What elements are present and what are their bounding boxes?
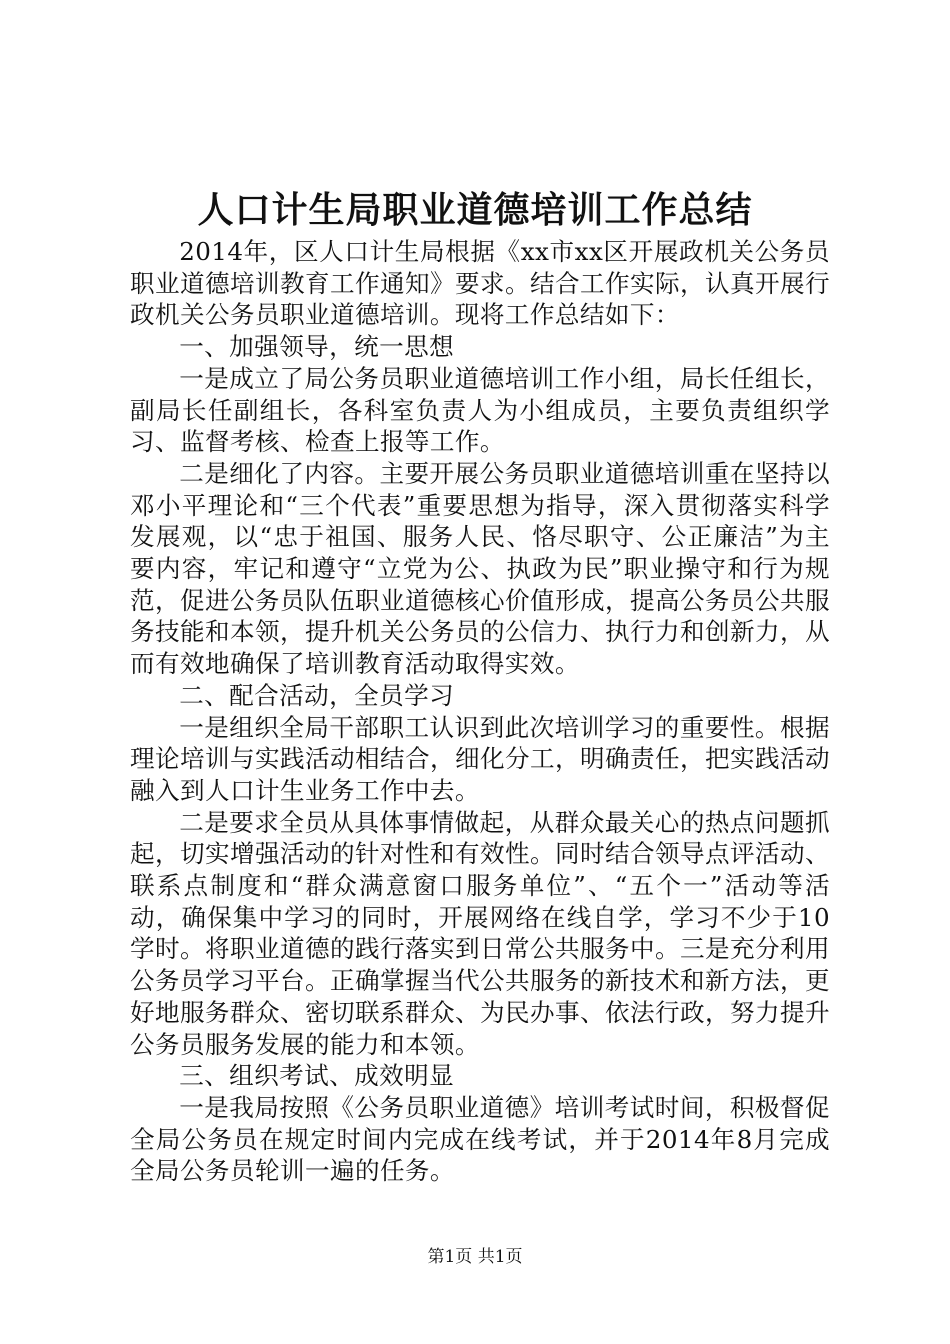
section-heading-3: 三、组织考试、成效明显 [179, 1061, 455, 1091]
section-heading-2: 二、配合活动，全员学习 [179, 680, 455, 710]
paragraph-intro: 2014年，区人口计生局根据《xx市xx区开展政机关公务员职业道德培训教育工作通知》要求。结合工作实际，认真开展行政机关公务员职业道德培训。现将工作总结如下： [130, 237, 830, 330]
paragraph-3-1: 一是我局按照《公务员职业道德》培训考试时间，积极督促全局公务员在规定时间内完成在线考试，并于2014年8月完成全局公务员轮训一遍的任务。 [130, 1092, 830, 1186]
paragraph-1-2: 二是细化了内容。主要开展公务员职业道德培训重在坚持以邓小平理论和“三个代表”重要思想为指导，深入贯彻落实科学发展观，以“忠于祖国、服务人民、恪尽职守、公正廉洁”为主要内容，牢记和遵守“立党为公、执政为民”职业操守和行为规范，促进公务员队伍职业道德核心价值形成，提高公务员公共服务技能和本领，提升机关公务员的公信力、执行力和创新力，从而有效地确保了培训教育活动取得实效。 [130, 458, 830, 679]
page-footer: 第1页 共1页 [427, 1247, 523, 1267]
section-heading-1: 一、加强领导，统一思想 [179, 332, 455, 362]
document-title: 人口计生局职业道德培训工作总结 [197, 189, 753, 231]
document-body [130, 236, 830, 1187]
paragraph-2-2: 二是要求全员从具体事情做起，从群众最关心的热点问题抓起，切实增强活动的针对性和有效性。同时结合领导点评活动、联系点制度和“群众满意窗口服务单位”、“五个一”活动等活动，确保集中学习的同时，开展网络在线自学，学习不少于10学时。将职业道德的践行落实到日常公共服务中。三是充分利用公务员学习平台。正确掌握当代公共服务的新技术和新方法，更好地服务群众、密切联系群众、为民办事、依法行政，努力提升公务员服务发展的能力和本领。 [130, 807, 830, 1059]
paragraph-2-1: 一是组织全局干部职工认识到此次培训学习的重要性。根据理论培训与实践活动相结合，细化分工，明确责任，把实践活动融入到人口计生业务工作中去。 [130, 712, 830, 805]
paragraph-1-1: 一是成立了局公务员职业道德培训工作小组，局长任组长，副局长任副组长，各科室负责人为小组成员，主要负责组织学习、监督考核、检查上报等工作。 [130, 363, 830, 457]
